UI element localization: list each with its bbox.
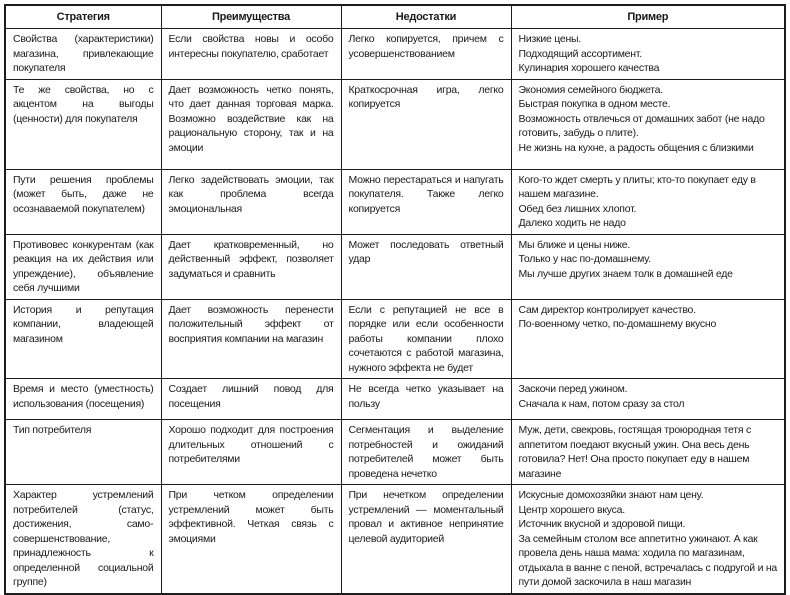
cell-strategy: Характер устремлений потребителей (статус, достижения, самосовершенствование, принадлежность к определенной социальной группе): [5, 485, 161, 594]
table-row: [5, 379, 785, 420]
example-line: Сам директор контролирует качество.: [518, 303, 696, 316]
cell-strategy: Время и место (уместность) использования (посещения): [5, 379, 161, 420]
table-row: [5, 169, 785, 234]
cell-advantages: Легко задействовать эмоции, так как проблема всегда эмоциональная: [161, 169, 341, 234]
cell-strategy: История и репутация компании, владеющей магазином: [5, 299, 161, 379]
cell-advantages: Дает возможность перенести положительный эффект от восприятия компании на магазин: [161, 299, 341, 379]
cell-examples: [511, 299, 785, 379]
positioning-strategies-table: [4, 4, 786, 595]
example-line: Экономия семейного бюджета.: [518, 83, 663, 96]
cell-disadvantages: Можно перестараться и напугать покупателя. Также легко копируется: [341, 169, 511, 234]
example-line: За семейным столом все аппетитно ужинают. А как провела день наша мама: ходила по магазинам, отдыхала в ванне с пеной, встречалась с подругой и на пути домой заскочила в наш магазин: [518, 532, 777, 588]
cell-advantages: Хорошо подходит для построения длительных отношений с потребителями: [161, 420, 341, 485]
cell-strategy: Тип потребителя: [5, 420, 161, 485]
example-line: Центр хорошего вкуса.: [518, 503, 625, 516]
table-row: [5, 420, 785, 485]
cell-examples: [511, 29, 785, 80]
cell-strategy: Противовес конкурентам (как реакция на их действия или упреждение), объявление себя лучшими: [5, 234, 161, 299]
example-line: Только у нас по-домашнему.: [518, 253, 651, 265]
table-row: [5, 485, 785, 594]
column-header-disadvantages: Недостатки: [341, 5, 511, 29]
cell-advantages: При четком определении устремлений может быть эффективной. Четкая связь с эмоциями: [161, 485, 341, 594]
cell-examples: [511, 169, 785, 234]
table-row: [5, 79, 785, 169]
cell-advantages: Создает лишний повод для посещения: [161, 379, 341, 420]
column-header-advantages: Преимущества: [161, 5, 341, 29]
cell-examples: [511, 79, 785, 169]
example-line: Кулинария хорошего качества: [518, 62, 660, 74]
table-row: [5, 299, 785, 379]
cell-advantages: Если свойства новы и особо интересны покупателю, сработает: [161, 29, 341, 80]
cell-disadvantages: Может последовать ответный удар: [341, 234, 511, 299]
example-line: Мы ближе и цены ниже.: [518, 238, 631, 251]
example-line: Не жизнь на кухне, а радость общения с близкими: [518, 141, 754, 154]
example-line: Искусные домохозяйки знают нам цену.: [518, 489, 704, 501]
example-line: Кого-то ждет смерть у плиты; кто-то покупает еду в нашем магазине.: [518, 173, 756, 200]
cell-strategy: Те же свойства, но с акцентом на выгоды (ценности) для покупателя: [5, 79, 161, 169]
example-line: Подходящий ассортимент.: [518, 47, 642, 60]
cell-disadvantages: Легко копируется, причем с усовершенствованием: [341, 29, 511, 80]
example-line: Быстрая покупка в одном месте.: [518, 98, 671, 110]
cell-disadvantages: Краткосрочная игра, легко копируется: [341, 79, 511, 169]
example-line: Далеко ходить не надо: [518, 217, 626, 229]
example-line: Мы лучше других знаем толк в домашней еде: [518, 267, 733, 280]
table-row: [5, 29, 785, 80]
example-line: По-военному четко, по-домашнему вкусно: [518, 318, 717, 330]
example-line: Возможность отвлечься от домашних забот (не надо готовить, забудь о плите).: [518, 112, 765, 139]
cell-examples: [511, 234, 785, 299]
column-header-example: Пример: [511, 5, 785, 29]
example-line: Сначала к нам, потом сразу за стол: [518, 397, 685, 410]
example-line: Заскочи перед ужином.: [518, 383, 628, 395]
column-header-strategy: Стратегия: [5, 5, 161, 29]
cell-advantages: Дает кратковременный, но действенный эффект, позволяет задуматься и сравнить: [161, 234, 341, 299]
cell-strategy: Пути решения проблемы (может быть, даже не осознаваемой покупателем): [5, 169, 161, 234]
cell-examples: [511, 485, 785, 594]
header-row: [5, 5, 785, 29]
table-body: [5, 29, 785, 594]
example-line: Обед без лишних хлопот.: [518, 202, 637, 215]
cell-disadvantages: Если с репутацией не все в порядке или если особенности работы компании плохо сочетаются с работой магазина, нужного эффекта не будет: [341, 299, 511, 379]
example-line: Муж, дети, свекровь, гостящая троюродная тетя с аппетитом поедают вкусный ужин. Она весь день готовила? Нет! Она просто покупает еду в нашем магазине: [518, 424, 751, 480]
cell-advantages: Дает возможность четко понять, что дает данная торговая марка. Возможно воздействие как на рациональную сторону, так и на эмоции: [161, 79, 341, 169]
cell-disadvantages: Сегментация и выделение потребностей и ожиданий потребителей может быть проведена нечетко: [341, 420, 511, 485]
table-header: [5, 5, 785, 29]
example-line: Низкие цены.: [518, 33, 581, 45]
cell-strategy: Свойства (характеристики) магазина, привлекающие покупателя: [5, 29, 161, 80]
cell-examples: [511, 379, 785, 420]
cell-examples: [511, 420, 785, 485]
cell-disadvantages: При нечетком определении устремлений — моментальный провал и активное непринятие целевой аудиторией: [341, 485, 511, 594]
cell-disadvantages: Не всегда четко указывает на пользу: [341, 379, 511, 420]
example-line: Источник вкусной и здоровой пищи.: [518, 518, 686, 530]
table-row: [5, 234, 785, 299]
